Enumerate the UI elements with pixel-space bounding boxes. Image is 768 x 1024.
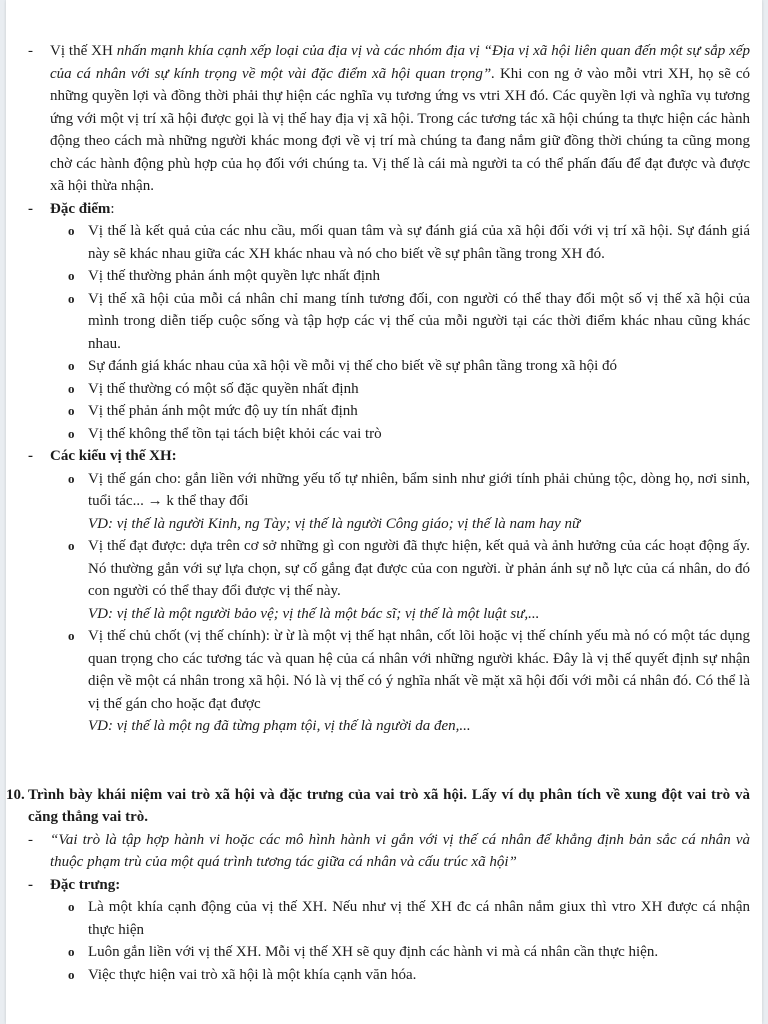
feature-text: Vị thế là kết quả của các nhu cầu, mối quan tâm và sự đánh giá của xã hội đối với vị trí xã hội. Sự đánh giá này sẽ khác nhau giữa các XH khác nhau và nó cho biết về sự phân tầng trong XH đó.	[88, 223, 750, 262]
circle-bullet: o	[68, 358, 75, 373]
feature-text: Vị thế thường phản ánh một quyền lực nhất định	[88, 268, 381, 284]
trait-text: Luôn gắn liền với vị thế XH. Mỗi vị thế XH sẽ quy định các hành vi mà cá nhân cần thực hiện.	[88, 944, 659, 960]
status-definition-lead: Vị thế XH	[50, 43, 117, 59]
types-heading-item	[6, 445, 762, 468]
features-heading-item	[6, 198, 762, 221]
document-page	[6, 0, 762, 1024]
feature-text: Vị thế xã hội của mỗi cá nhân chỉ mang tính tương đối, con người có thể thay đổi một số vị thế xã hội của mình trong diễn tiếp cuộc sống và tập hợp các vị thế của mỗi người tại các thời điểm khác nhau cũng khác nhau.	[88, 290, 750, 352]
feature-text: Sự đánh giá khác nhau của xã hội về mỗi vị thế cho biết về sự phân tầng trong xã hội đó	[88, 358, 618, 374]
circle-bullet: o	[68, 966, 75, 982]
feature-text: Vị thế phản ánh một mức độ uy tín nhất định	[88, 403, 358, 419]
circle-bullet: o	[68, 944, 75, 959]
status-type-text: Vị thế chủ chốt (vị thế chính): ừ ừ là một vị thế hạt nhân, cốt lõi hoặc vị thế chính yếu mà nó có một tác dụng quan trọng cho các tương tác và quan hệ của cá nhân với những người khác. Đây là vị thế quyết định sự nhận diện về một cá nhân trong xã hội. Nó là vị thế có ý nghĩa nhất về mặt xã hội đối với mỗi cá nhân đó. Có thể là vị thế gán cho hoặc đạt được	[88, 628, 750, 712]
circle-bullet: o	[68, 290, 75, 306]
question-10	[6, 784, 762, 829]
traits-heading: Đặc trưng:	[50, 876, 121, 893]
dash-bullet: -	[28, 448, 33, 464]
trait-item	[6, 896, 762, 941]
status-definition-item	[6, 40, 762, 198]
features-heading: Đặc điểm:	[50, 200, 115, 217]
types-heading: Các kiểu vị thế XH:	[50, 448, 177, 464]
trait-item	[6, 941, 762, 964]
traits-heading-item	[6, 874, 762, 897]
trait-text: Việc thực hiện vai trò xã hội là một khía cạnh văn hóa.	[88, 966, 417, 983]
dash-bullet: -	[28, 831, 33, 848]
role-definition-quote: “Vai trò là tập hợp hành vi hoặc các mô hình hành vi gắn với vị thế cá nhân để khẳng định bản sắc cá nhân và thuộc phạm trù của một quá trình tương tác giữa cá nhân và cấu trúc xã hội”	[50, 831, 750, 870]
circle-bullet: o	[68, 628, 75, 643]
status-type-example: VD: vị thế là một người bảo vệ; vị thế là một bác sĩ; vị thế là một luật sư,...	[88, 605, 540, 622]
circle-bullet: o	[68, 223, 75, 238]
trait-item	[6, 964, 762, 987]
feature-item	[6, 265, 762, 288]
dash-bullet: -	[28, 876, 33, 893]
circle-bullet: o	[68, 538, 75, 553]
status-type-example: VD: vị thế là một ng đã từng phạm tội, vị thế là người da đen,...	[88, 718, 471, 734]
feature-item	[6, 400, 762, 423]
status-type-item	[6, 535, 762, 625]
status-type-example: VD: vị thế là người Kinh, ng Tày; vị thế là người Công giáo; vị thế là nam hay nữ	[88, 515, 581, 532]
status-type-item	[6, 468, 762, 536]
status-type-text: Vị thế đạt được: dựa trên cơ sở những gì con người đã thực hiện, kết quả và ảnh hưởng của các hoạt động ấy. Nó thường gắn với sự lựa chọn, sự cố gắng đạt được của con người. ừ phản ánh sự nỗ lực của cá nhân, do đó con người có thể thay đổi được vị thế này.	[88, 538, 750, 599]
circle-bullet: o	[68, 380, 75, 396]
question-number: 10.	[6, 786, 25, 803]
feature-item	[6, 355, 762, 378]
dash-bullet: -	[28, 43, 33, 59]
status-definition-quote: nhấn mạnh khía cạnh xếp loại của địa vị và các nhóm địa vị “Địa vị xã hội liên quan đến một sự sắp xếp của cá nhân với sự kính trọng về một vài đặc điểm xã hội quan trọng”.	[50, 43, 750, 82]
circle-bullet: o	[68, 268, 75, 283]
question-title: Trình bày khái niệm vai trò xã hội và đặc trưng của vai trò xã hội. Lấy ví dụ phân tích về xung đột vai trò và căng thẳng vai trò.	[28, 786, 750, 825]
feature-item	[6, 423, 762, 446]
feature-text: Vị thế thường có một số đặc quyền nhất định	[88, 380, 359, 397]
circle-bullet: o	[68, 403, 75, 418]
status-type-text: Vị thế gán cho: gắn liền với những yếu tố tự nhiên, bẩm sinh như giới tính phải chủng tộc, dòng họ, nơi sinh, tuổi tác... → k thể thay đổi	[88, 470, 750, 509]
circle-bullet: o	[68, 470, 75, 486]
role-definition-item	[6, 829, 762, 874]
dash-bullet: -	[28, 200, 33, 217]
feature-item	[6, 378, 762, 401]
circle-bullet: o	[68, 425, 75, 441]
status-definition-paragraph	[50, 40, 750, 198]
circle-bullet: o	[68, 899, 75, 914]
status-definition-body: Khi con ng ở vào mỗi vtri XH, họ sẽ có những quyền lợi và đồng thời phải thự hiện các nghĩa vụ tương ứng vs vtri XH đó. Các quyền lợi và nghĩa vụ tương ứng với một vị trí xã hội được gọi là vị thế hay địa vị xã hội. Trong các tương tác xã hội chúng ta thực hiện các hành động theo cách mà những người khác mong đợi về vị trí mà chúng ta đang nắm giữ đồng thời chúng ta cũng mong chờ các hành động phù hợp của họ đối với chúng ta. Vị thế là cái mà người ta có thể phấn đấu để đạt được và được xã hội thừa nhận.	[50, 65, 751, 194]
feature-item	[6, 220, 762, 265]
trait-text: Là một khía cạnh động của vị thế XH. Nếu như vị thế XH đc cá nhân nắm giux thì vtro XH được cá nhận thực hiện	[88, 899, 750, 938]
feature-item	[6, 288, 762, 356]
feature-text: Vị thế không thể tồn tại tách biệt khỏi các vai trò	[88, 425, 382, 442]
document-content	[6, 40, 762, 986]
status-type-item	[6, 625, 762, 738]
